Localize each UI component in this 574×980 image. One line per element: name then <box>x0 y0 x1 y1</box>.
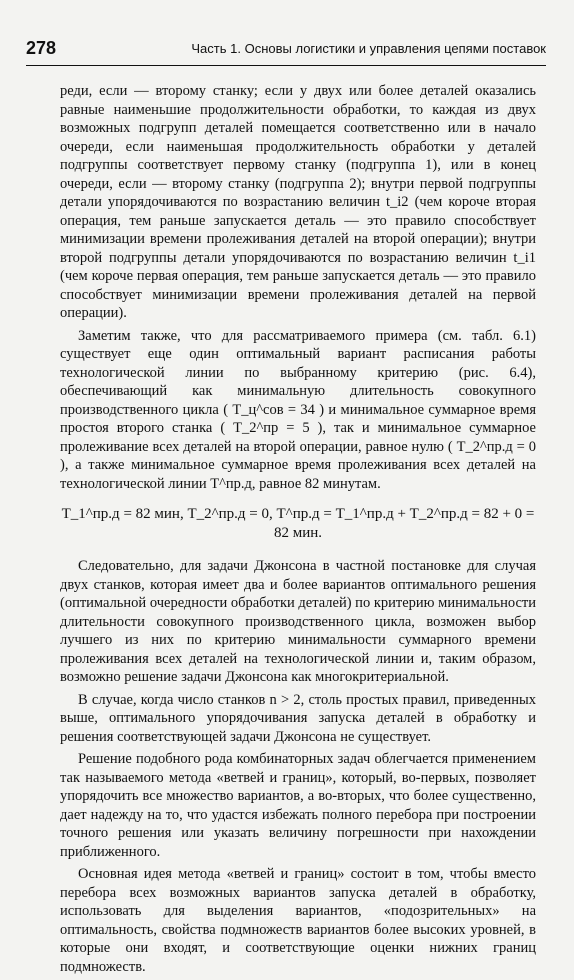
paragraph-1: реди, если — второму станку; если у двух или более деталей оказались равные наименьшие продолжительности обработки, то каждая из двух возможных подгрупп деталей помещается соответственно или в начало очереди, если наименьшая продолжительность обработки у деталей подгруппы соответствует первому станку (подгруппа 1), или в конец очереди, если — второму станку (подгруппа 2); внутри первой подгруппы детали упорядочиваются по возрастанию величин t_i2 (чем короче вторая операция, тем раньше запускается деталь — это правило способствует минимизации времени пролеживания деталей на второй операции); внутри второй подгруппы детали упорядочиваются по возрастанию величин t_i1 (чем короче первая операция, тем раньше запускается деталь — это правило способствует минимизации времени пролеживания деталей на первой операции). <box>60 83 536 321</box>
page-number: 278 <box>26 38 57 58</box>
page-body <box>60 82 536 980</box>
running-title: Часть 1. Основы логистики и управления цепями поставок <box>191 41 546 56</box>
paragraph-2: Заметим также, что для рассматриваемого примера (см. табл. 6.1) существует еще один оптимальный вариант расписания работы технологической линии по выбранному критерию (рис. 6.4), обеспечивающий как минимальную длительность совокупного производственного цикла ( T_ц^сов = 34 ) и минимальное суммарное время простоя второго станка ( T_2^пр = 5 ), так и минимальное суммарное пролеживание всех деталей на второй операции, равное нулю ( T_2^пр.д = 0 ), а также минимальное суммарное время пролеживания всех деталей на технологической линии T^пр.д, равное 82 минутам. <box>60 327 536 492</box>
paragraph-5: Решение подобного рода комбинаторных задач облегчается применением так называемого метода «ветвей и границ», который, во-первых, позволяет упорядочить все множество вариантов, а во-вторых, что более существенно, дает надежду на то, что удастся избежать полного перебора при построении точного решения или указать величину погрешности при нахождении приближенного. <box>60 751 536 860</box>
page-header <box>26 38 546 66</box>
paragraph-4: В случае, когда число станков n > 2, столь простых правил, приведенных выше, оптимального упорядочивания запуска деталей в обработку и решения соответствующей задачи Джонсона не существует. <box>60 691 536 745</box>
paragraph-6: Основная идея метода «ветвей и границ» состоит в том, чтобы вместо перебора всех возможных вариантов запуска деталей в обработку, использовать для выделения вариантов, «подозрительных» на оптимальность, свойства подмножеств вариантов более высоких уровней, в которые они входят, и соответствующие оценки нижних границ подмножеств. <box>60 866 536 975</box>
header-rule <box>26 65 546 66</box>
paragraph-3: Следовательно, для задачи Джонсона в частной постановке для случая двух станков, которая имеет два и более вариантов оптимального решения (оптимальной очередности обработки деталей) по критерию минимальности длительности совокупного производственного цикла, возможен выбор лучшего из них по критерию минимальности суммарного времени пролеживания всех деталей на технологической линии и, таким образом, возможно решение задачи Джонсона как многокритериальной. <box>60 558 536 685</box>
formula: T_1^пр.д = 82 мин, T_2^пр.д = 0, T^пр.д = T_1^пр.д + T_2^пр.д = 82 + 0 = 82 мин. <box>61 506 535 541</box>
